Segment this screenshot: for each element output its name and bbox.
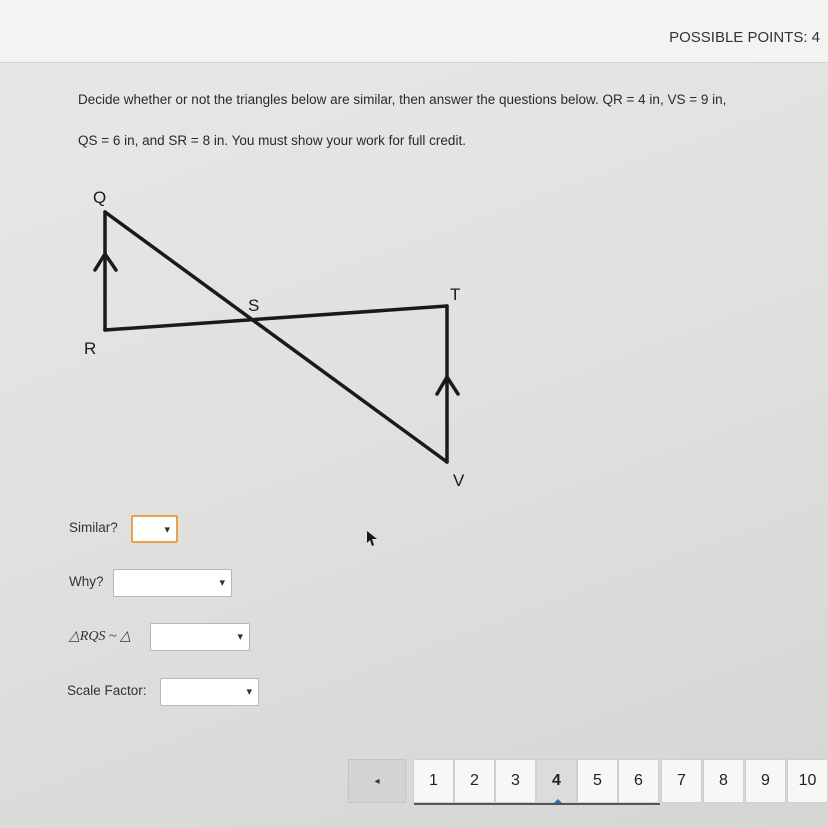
pagination-underline [414,803,660,805]
page-button-6[interactable] [618,759,659,803]
chevron-down-icon: ▾ [219,577,225,589]
page-button-7[interactable] [661,759,702,803]
page-button-9[interactable] [745,759,786,803]
left-arrow-icon: ◂ [374,775,380,787]
mouse-pointer-icon [365,530,379,548]
question-text-line-1: Decide whether or not the triangles below are similar, then answer the questions below. QR = 4 in, VS = 9 in, [78,92,727,107]
chevron-down-icon: ▾ [237,631,243,643]
page-number: 10 [798,772,817,789]
page-number: 9 [761,772,770,789]
page-button-10[interactable] [787,759,828,803]
similar-label: Similar? [69,520,118,535]
scale-factor-dropdown[interactable] [160,678,259,706]
page-button-8[interactable] [703,759,744,803]
similar-dropdown[interactable] [131,515,178,543]
page-button-4-current[interactable] [536,759,577,803]
page-button-1[interactable] [413,759,454,803]
segment-qv [105,212,447,462]
why-label: Why? [69,574,104,589]
page-number: 5 [593,772,602,789]
header-bar [0,0,828,63]
previous-page-button[interactable] [348,759,406,803]
triangle-figure [0,175,520,495]
triangle-similarity-label: △RQS ~ △ [69,629,131,644]
page-number: 8 [719,772,728,789]
segment-rt [105,306,447,330]
chevron-down-icon: ▾ [164,524,170,536]
page-number: 6 [634,772,643,789]
vertex-label-t: T [450,285,461,304]
page-number: 4 [552,772,561,789]
page-button-3[interactable] [495,759,536,803]
page-number: 2 [470,772,479,789]
vertex-label-r: R [84,339,97,358]
page-number: 3 [511,772,520,789]
vertex-label-q: Q [93,188,107,207]
page-number: 1 [429,772,438,789]
chevron-down-icon: ▾ [246,686,252,698]
page-button-5[interactable] [577,759,618,803]
why-dropdown[interactable] [113,569,232,597]
scale-factor-label: Scale Factor: [67,683,147,698]
page-button-2[interactable] [454,759,495,803]
vertex-label-v: V [453,471,465,490]
possible-points: POSSIBLE POINTS: 4 [669,29,820,46]
triangle-dropdown[interactable] [150,623,250,651]
question-text-line-2: QS = 6 in, and SR = 8 in. You must show your work for full credit. [78,133,466,148]
page-number: 7 [677,772,686,789]
vertex-label-s: S [248,296,260,315]
